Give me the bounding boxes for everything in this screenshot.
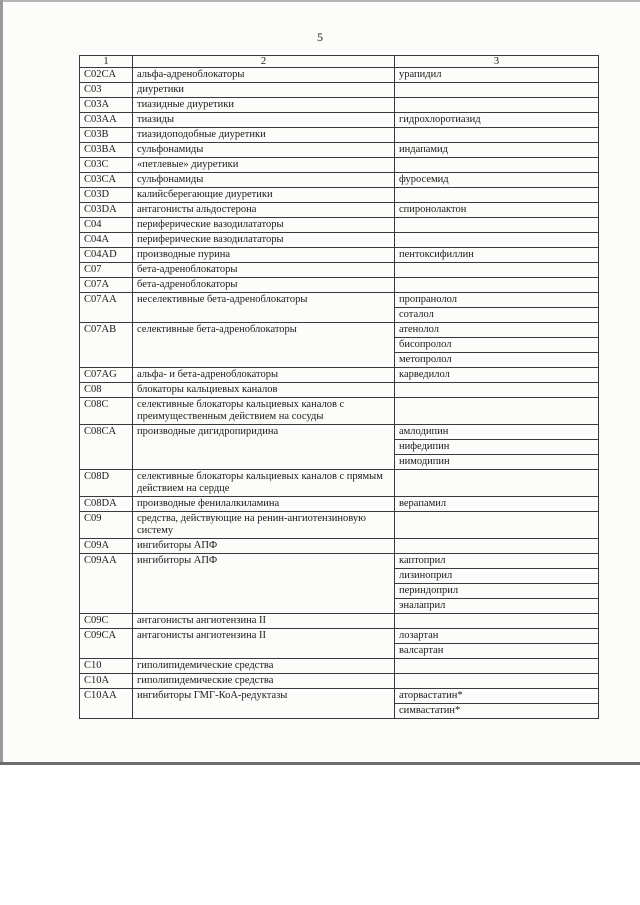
drug-name-cell xyxy=(395,128,599,143)
table-row xyxy=(80,512,599,539)
drug-name-cell: валсартан xyxy=(395,644,599,659)
atc-code-cell: C08D xyxy=(80,470,133,497)
scan-left-edge xyxy=(0,0,3,763)
table-row xyxy=(80,368,599,383)
atc-code-cell: C08C xyxy=(80,398,133,425)
drug-name-cell: карведилол xyxy=(395,368,599,383)
drug-name-cell xyxy=(395,158,599,173)
drug-name-cell: симвастатин* xyxy=(395,704,599,719)
drug-name-cell xyxy=(395,188,599,203)
pharmacological-group-cell: селективные бета-адреноблокаторы xyxy=(133,323,395,368)
table-row xyxy=(80,470,599,497)
drug-name-cell: амлодипин xyxy=(395,425,599,440)
column-header-code: 1 xyxy=(80,56,133,68)
drug-name-cell: нимодипин xyxy=(395,455,599,470)
pharmacological-group-cell: селективные блокаторы кальциевых каналов с прямым действием на сердце xyxy=(133,470,395,497)
pharmacological-group-cell: тиазидоподобные диуретики xyxy=(133,128,395,143)
table-row xyxy=(80,539,599,554)
table-row xyxy=(80,278,599,293)
atc-code-cell: C03BA xyxy=(80,143,133,158)
atc-code-cell: C02CA xyxy=(80,68,133,83)
table-row xyxy=(80,128,599,143)
atc-code-cell: C03B xyxy=(80,128,133,143)
column-header-drug: 3 xyxy=(395,56,599,68)
atc-code-cell: C03C xyxy=(80,158,133,173)
table-row xyxy=(80,425,599,440)
table-row xyxy=(80,203,599,218)
table-row xyxy=(80,233,599,248)
atc-code-cell: C07 xyxy=(80,263,133,278)
table-row xyxy=(80,143,599,158)
table-row xyxy=(80,158,599,173)
drug-name-cell: гидрохлоротиазид xyxy=(395,113,599,128)
drug-name-cell xyxy=(395,470,599,497)
pharmacological-group-cell: производные пурина xyxy=(133,248,395,263)
page-number: 5 xyxy=(317,30,323,44)
atc-code-cell: C07A xyxy=(80,278,133,293)
table-row xyxy=(80,614,599,629)
table-row xyxy=(80,113,599,128)
pharmacological-group-cell: тиазиды xyxy=(133,113,395,128)
drug-name-cell xyxy=(395,98,599,113)
drug-name-cell: атенолол xyxy=(395,323,599,338)
atc-code-cell: C10 xyxy=(80,659,133,674)
pharmacological-group-cell: альфа-адреноблокаторы xyxy=(133,68,395,83)
drug-name-cell: каптоприл xyxy=(395,554,599,569)
pharmacological-group-cell: «петлевые» диуретики xyxy=(133,158,395,173)
atc-code-cell: C04 xyxy=(80,218,133,233)
pharmacological-group-cell: бета-адреноблокаторы xyxy=(133,263,395,278)
drug-classification-table xyxy=(79,55,599,719)
pharmacological-group-cell: сульфонамиды xyxy=(133,173,395,188)
table-row xyxy=(80,398,599,425)
pharmacological-group-cell: неселективные бета-адреноблокаторы xyxy=(133,293,395,323)
pharmacological-group-cell: производные дигидропиридина xyxy=(133,425,395,470)
drug-name-cell: эналаприл xyxy=(395,599,599,614)
table-row xyxy=(80,218,599,233)
atc-code-cell: C08DA xyxy=(80,497,133,512)
table-row xyxy=(80,173,599,188)
table-row xyxy=(80,98,599,113)
atc-code-cell: C08 xyxy=(80,383,133,398)
drug-name-cell: фуросемид xyxy=(395,173,599,188)
atc-code-cell: C03 xyxy=(80,83,133,98)
atc-code-cell: C03D xyxy=(80,188,133,203)
drug-name-cell: пентоксифиллин xyxy=(395,248,599,263)
table-row xyxy=(80,263,599,278)
drug-name-cell xyxy=(395,233,599,248)
drug-name-cell: лизиноприл xyxy=(395,569,599,584)
pharmacological-group-cell: ингибиторы ГМГ-КоА-редуктазы xyxy=(133,689,395,719)
drug-name-cell: индапамид xyxy=(395,143,599,158)
column-header-group: 2 xyxy=(133,56,395,68)
drug-name-cell: периндоприл xyxy=(395,584,599,599)
drug-name-cell xyxy=(395,674,599,689)
pharmacological-group-cell: сульфонамиды xyxy=(133,143,395,158)
atc-code-cell: C09 xyxy=(80,512,133,539)
drug-name-cell xyxy=(395,398,599,425)
table-row xyxy=(80,554,599,569)
pharmacological-group-cell: бета-адреноблокаторы xyxy=(133,278,395,293)
atc-code-cell: C09C xyxy=(80,614,133,629)
atc-code-cell: C09CA xyxy=(80,629,133,659)
pharmacological-group-cell: производные фенилалкиламина xyxy=(133,497,395,512)
drug-name-cell: аторвастатин* xyxy=(395,689,599,704)
drug-name-cell: верапамил xyxy=(395,497,599,512)
atc-code-cell: C03CA xyxy=(80,173,133,188)
table-row xyxy=(80,689,599,704)
drug-name-cell xyxy=(395,278,599,293)
table-row xyxy=(80,188,599,203)
pharmacological-group-cell: периферические вазодилататоры xyxy=(133,233,395,248)
pharmacological-group-cell: периферические вазодилататоры xyxy=(133,218,395,233)
table-row xyxy=(80,293,599,308)
table-row xyxy=(80,629,599,644)
atc-code-cell: C03A xyxy=(80,98,133,113)
pharmacological-group-cell: антагонисты альдостерона xyxy=(133,203,395,218)
drug-name-cell xyxy=(395,659,599,674)
atc-code-cell: C03AA xyxy=(80,113,133,128)
atc-code-cell: C07AA xyxy=(80,293,133,323)
drug-name-cell: лозартан xyxy=(395,629,599,644)
table-row xyxy=(80,83,599,98)
atc-code-cell: C04AD xyxy=(80,248,133,263)
pharmacological-group-cell: средства, действующие на ренин-ангиотензиновую систему xyxy=(133,512,395,539)
table-row xyxy=(80,383,599,398)
atc-code-cell: C03DA xyxy=(80,203,133,218)
drug-name-cell xyxy=(395,83,599,98)
drug-name-cell: урапидил xyxy=(395,68,599,83)
pharmacological-group-cell: калийсберегающие диуретики xyxy=(133,188,395,203)
drug-name-cell: бисопролол xyxy=(395,338,599,353)
scan-top-edge xyxy=(0,0,640,2)
atc-code-cell: C09A xyxy=(80,539,133,554)
drug-name-cell: метопролол xyxy=(395,353,599,368)
pharmacological-group-cell: гиполипидемические средства xyxy=(133,674,395,689)
drug-name-cell xyxy=(395,218,599,233)
table-row xyxy=(80,323,599,338)
atc-code-cell: C10AA xyxy=(80,689,133,719)
table-row xyxy=(80,248,599,263)
atc-code-cell: C09AA xyxy=(80,554,133,614)
pharmacological-group-cell: селективные блокаторы кальциевых каналов с преимущественным действием на сосуды xyxy=(133,398,395,425)
atc-code-cell: C04A xyxy=(80,233,133,248)
pharmacological-group-cell: блокаторы кальциевых каналов xyxy=(133,383,395,398)
atc-code-cell: C10A xyxy=(80,674,133,689)
drug-name-cell: спиронолактон xyxy=(395,203,599,218)
atc-code-cell: C07AB xyxy=(80,323,133,368)
drug-name-cell: соталол xyxy=(395,308,599,323)
atc-code-cell: C08CA xyxy=(80,425,133,470)
drug-name-cell xyxy=(395,383,599,398)
drug-name-cell xyxy=(395,263,599,278)
table-row xyxy=(80,659,599,674)
table-row xyxy=(80,497,599,512)
pharmacological-group-cell: антагонисты ангиотензина II xyxy=(133,614,395,629)
pharmacological-group-cell: альфа- и бета-адреноблокаторы xyxy=(133,368,395,383)
drug-name-cell: нифедипин xyxy=(395,440,599,455)
table-header-row xyxy=(80,56,599,68)
table-row xyxy=(80,68,599,83)
pharmacological-group-cell: диуретики xyxy=(133,83,395,98)
table-row xyxy=(80,674,599,689)
drug-name-cell xyxy=(395,614,599,629)
atc-code-cell: C07AG xyxy=(80,368,133,383)
drug-name-cell xyxy=(395,512,599,539)
pharmacological-group-cell: ингибиторы АПФ xyxy=(133,554,395,614)
drug-name-cell: пропранолол xyxy=(395,293,599,308)
pharmacological-group-cell: ингибиторы АПФ xyxy=(133,539,395,554)
pharmacological-group-cell: гиполипидемические средства xyxy=(133,659,395,674)
drug-name-cell xyxy=(395,539,599,554)
pharmacological-group-cell: тиазидные диуретики xyxy=(133,98,395,113)
pharmacological-group-cell: антагонисты ангиотензина II xyxy=(133,629,395,659)
blank-margin xyxy=(0,765,640,905)
